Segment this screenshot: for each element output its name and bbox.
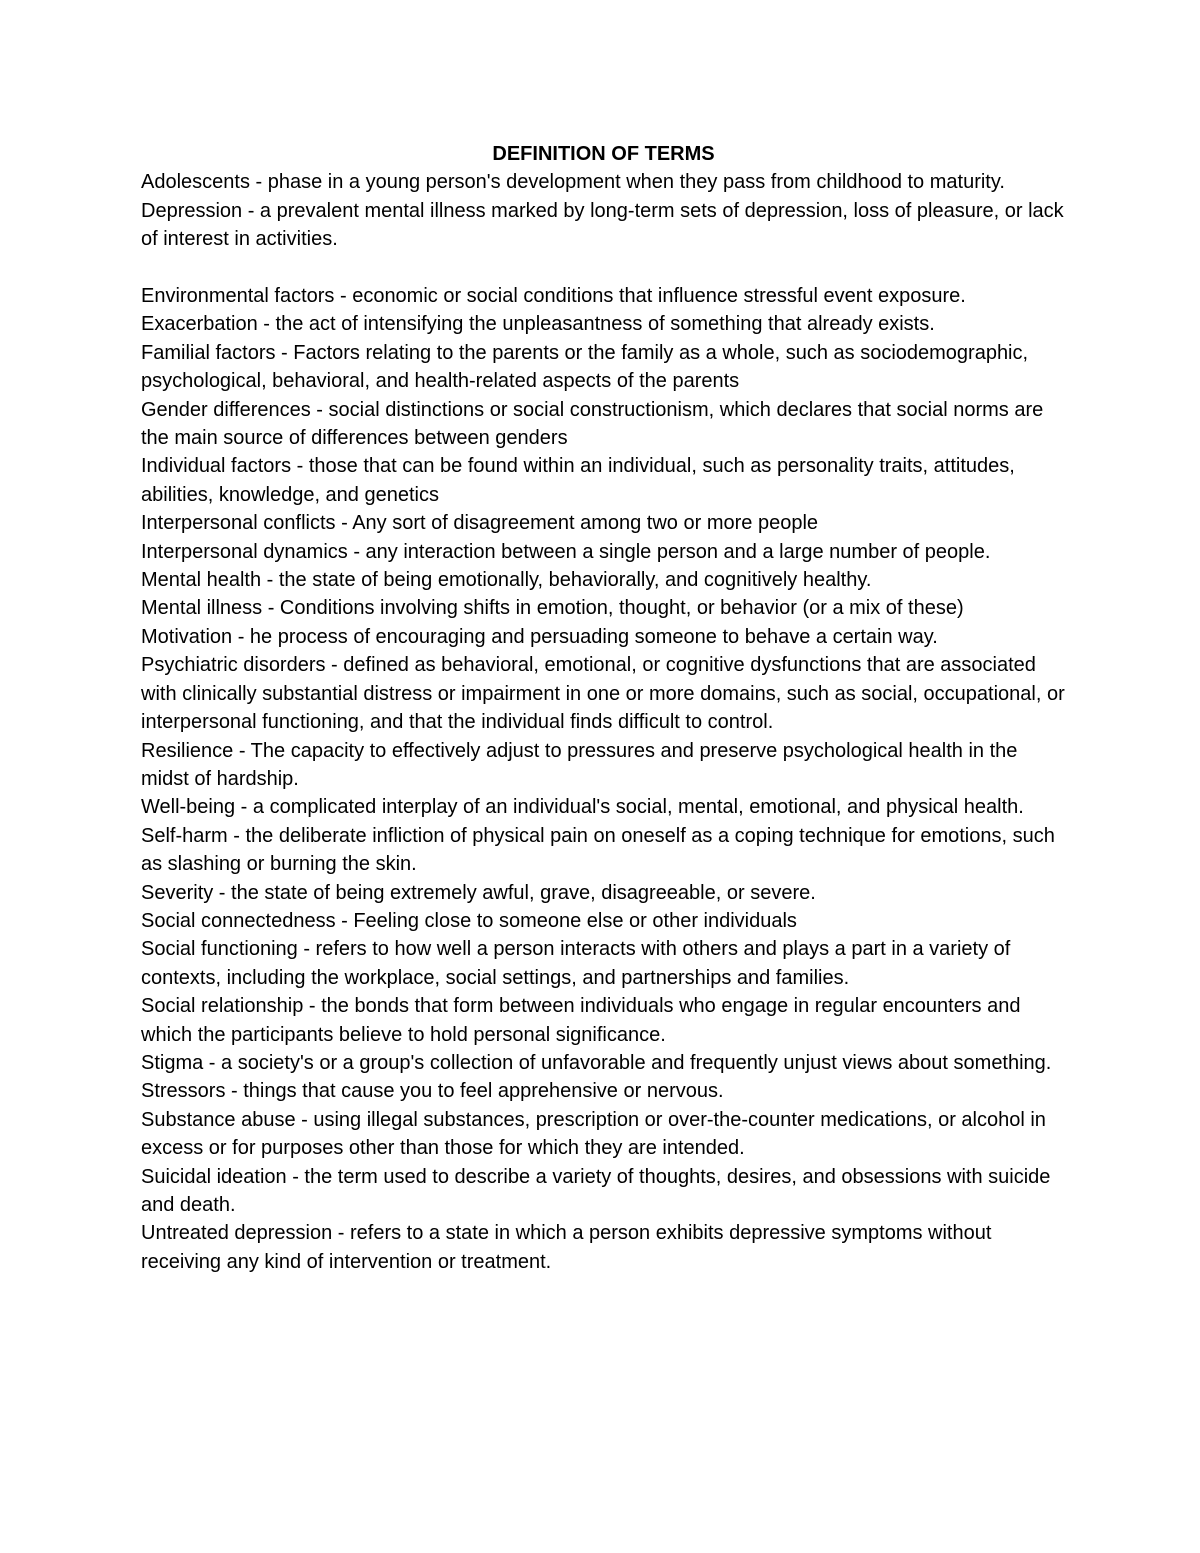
- definition-exacerbation: Exacerbation - the act of intensifying the unpleasantness of something that already exists.: [141, 313, 935, 336]
- definition-interpersonal-dynamics: Interpersonal dynamics - any interaction between a single person and a large number of people.: [141, 540, 991, 563]
- definition-stigma: Stigma - a society's or a group's collection of unfavorable and frequently unjust views about something.: [141, 1051, 1052, 1074]
- document-page: [141, 140, 1066, 1276]
- definition-self-harm: Self-harm - the deliberate infliction of physical pain on oneself as a coping technique for emotions, such as slashing or burning the skin.: [141, 824, 1055, 876]
- definition-individual-factors: Individual factors - those that can be found within an individual, such as personality traits, attitudes, abilities, knowledge, and genetics: [141, 455, 1015, 506]
- definition-stressors: Stressors - things that cause you to feel apprehensive or nervous.: [141, 1080, 724, 1103]
- definition-motivation: Motivation - he process of encouraging and persuading someone to behave a certain way.: [141, 625, 938, 648]
- definition-interpersonal-conflicts: Interpersonal conflicts - Any sort of disagreement among two or more people: [141, 512, 819, 535]
- definition-social-connectedness: Social connectedness - Feeling close to someone else or other individuals: [141, 909, 797, 932]
- definition-suicidal-ideation: Suicidal ideation - the term used to describe a variety of thoughts, desires, and obsessions with suicide and death.: [141, 1165, 1051, 1217]
- definition-substance-abuse: Substance abuse - using illegal substances, prescription or over-the-counter medications, or alcohol in excess or for purposes other than those for which they are intended.: [141, 1108, 1046, 1160]
- definition-psychiatric-disorders: Psychiatric disorders - defined as behavioral, emotional, or cognitive dysfunctions that are associated with clinically substantial distress or impairment in one or more domains, such as social, occupational, or interpersonal functioning, and that the individual finds difficult to control.: [141, 654, 1065, 734]
- definition-well-being: Well-being - a complicated interplay of an individual's social, mental, emotional, and physical health.: [141, 796, 1024, 819]
- definition-resilience: Resilience - The capacity to effectively adjust to pressures and preserve psychological health in the midst of hardship.: [141, 739, 1018, 790]
- definition-environmental-factors: Environmental factors - economic or social conditions that influence stressful event exposure.: [141, 285, 966, 308]
- definition-severity: Severity - the state of being extremely awful, grave, disagreeable, or severe.: [141, 881, 816, 904]
- definition-social-functioning: Social functioning - refers to how well a person interacts with others and plays a part in a variety of contexts, including the workplace, social settings, and partnerships and families.: [141, 938, 1011, 989]
- blank-line: [141, 254, 1066, 282]
- definition-familial-factors: Familial factors - Factors relating to the parents or the family as a whole, such as sociodemographic, psychological, behavioral, and health-related aspects of the parents: [141, 341, 1029, 393]
- definition-untreated-depression: Untreated depression - refers to a state in which a person exhibits depressive symptoms without receiving any kind of intervention or treatment.: [141, 1222, 992, 1273]
- document-title: DEFINITION OF TERMS: [492, 143, 715, 165]
- definition-gender-differences: Gender differences - social distinctions or social constructionism, which declares that social norms are the main source of differences between genders: [141, 398, 1044, 450]
- definition-mental-health: Mental health - the state of being emotionally, behaviorally, and cognitively healthy.: [141, 569, 872, 592]
- definition-mental-illness: Mental illness - Conditions involving shifts in emotion, thought, or behavior (or a mix of these): [141, 597, 964, 620]
- definitions-list: [141, 168, 1066, 1276]
- definition-social-relationship: Social relationship - the bonds that form between individuals who engage in regular encounters and which the participants believe to hold personal significance.: [141, 995, 1021, 1046]
- definition-depression: Depression - a prevalent mental illness marked by long-term sets of depression, loss of pleasure, or lack of interest in activities.: [141, 199, 1064, 251]
- definition-adolescents: Adolescents - phase in a young person's development when they pass from childhood to maturity.: [141, 171, 1005, 194]
